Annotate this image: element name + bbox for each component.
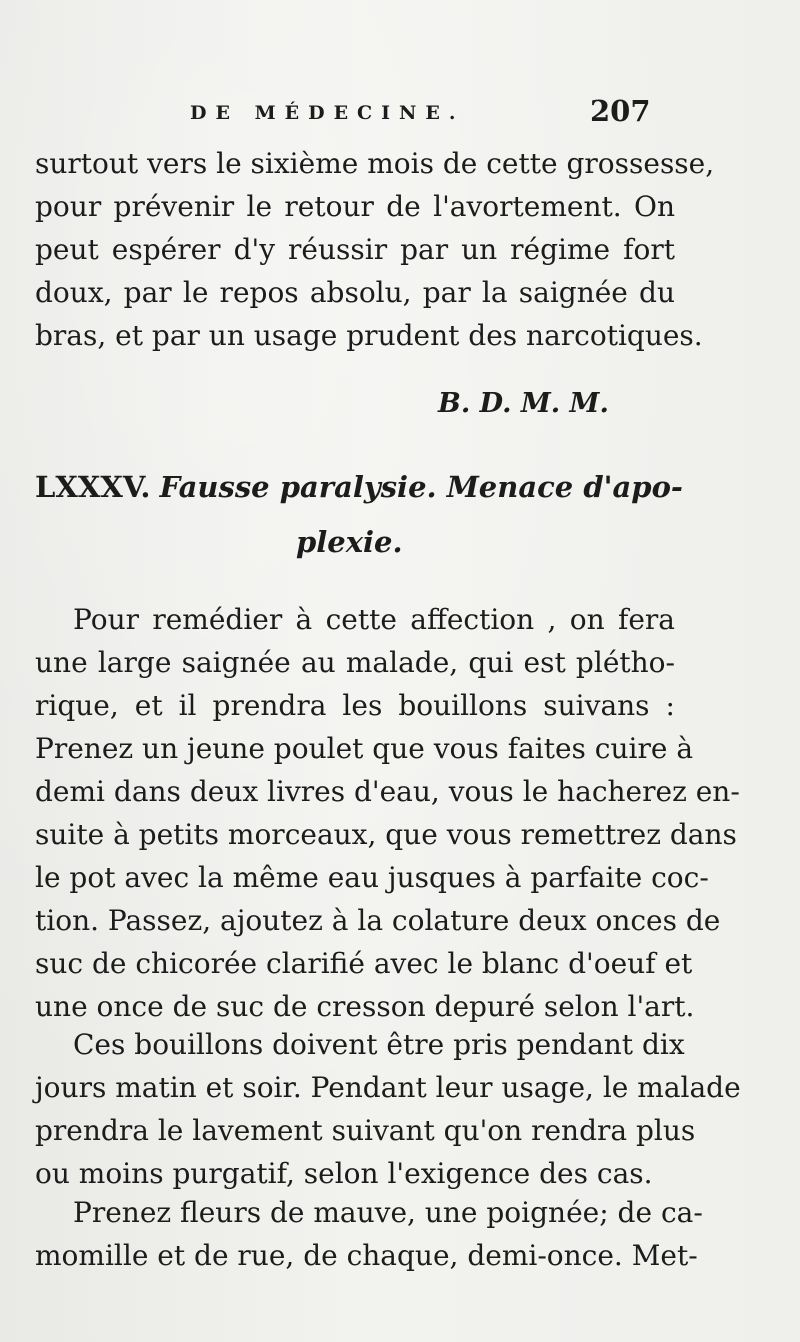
text-line: suc de chicorée clarifié avec le blanc d'oeuf et [35, 947, 693, 980]
text-line: le pot avec la même eau jusques à parfaite coc- [35, 861, 709, 894]
section-title-continued: plexie. [296, 525, 403, 559]
signature [438, 384, 609, 424]
text-line: prendra le lavement suivant qu'on rendra plus [35, 1114, 696, 1147]
text-line: momille et de rue, de chaque, demi-once. Met- [35, 1239, 698, 1272]
section-title: Fausse paralysie. Menace d'apo- [159, 470, 683, 504]
text-line: jours matin et soir. Pendant leur usage, le malade [35, 1071, 741, 1104]
text-line: demi dans deux livres d'eau, vous le hacherez en- [35, 775, 740, 808]
running-head [0, 96, 800, 136]
text-line: Pour remédier à cette affection , on fera [73, 603, 675, 636]
text-line: Prenez un jeune poulet que vous faites cuire à [35, 732, 694, 765]
section-numeral: LXXXV. [35, 470, 151, 504]
text-line: surtout vers le sixième mois de cette grossesse, [35, 147, 715, 180]
section-heading [35, 467, 683, 507]
text-line: Prenez fleurs de mauve, une poignée; de ca- [73, 1196, 703, 1229]
text-line: une once de suc de cresson depuré selon l'art. [35, 990, 695, 1023]
page-number: 207 [590, 94, 651, 128]
running-head-title: DE MÉDECINE. [190, 102, 465, 124]
text-line: Ces bouillons doivent être pris pendant dix [73, 1028, 685, 1061]
text-line: peut espérer d'y réussir par un régime fort [35, 233, 675, 266]
text-line: tion. Passez, ajoutez à la colature deux onces de [35, 904, 721, 937]
text-line: pour prévenir le retour de l'avortement. On [35, 190, 675, 223]
text-line: doux, par le repos absolu, par la saignée du [35, 276, 675, 309]
text-line: ou moins purgatif, selon l'exigence des cas. [35, 1157, 653, 1190]
text-line: suite à petits morceaux, que vous remettrez dans [35, 818, 737, 851]
signature-initials: B. D. M. M. [438, 388, 609, 419]
text-line: rique, et il prendra les bouillons suivans : [35, 689, 675, 722]
text-line: une large saignée au malade, qui est plétho- [35, 646, 675, 679]
text-line: bras, et par un usage prudent des narcotiques. [35, 319, 703, 352]
